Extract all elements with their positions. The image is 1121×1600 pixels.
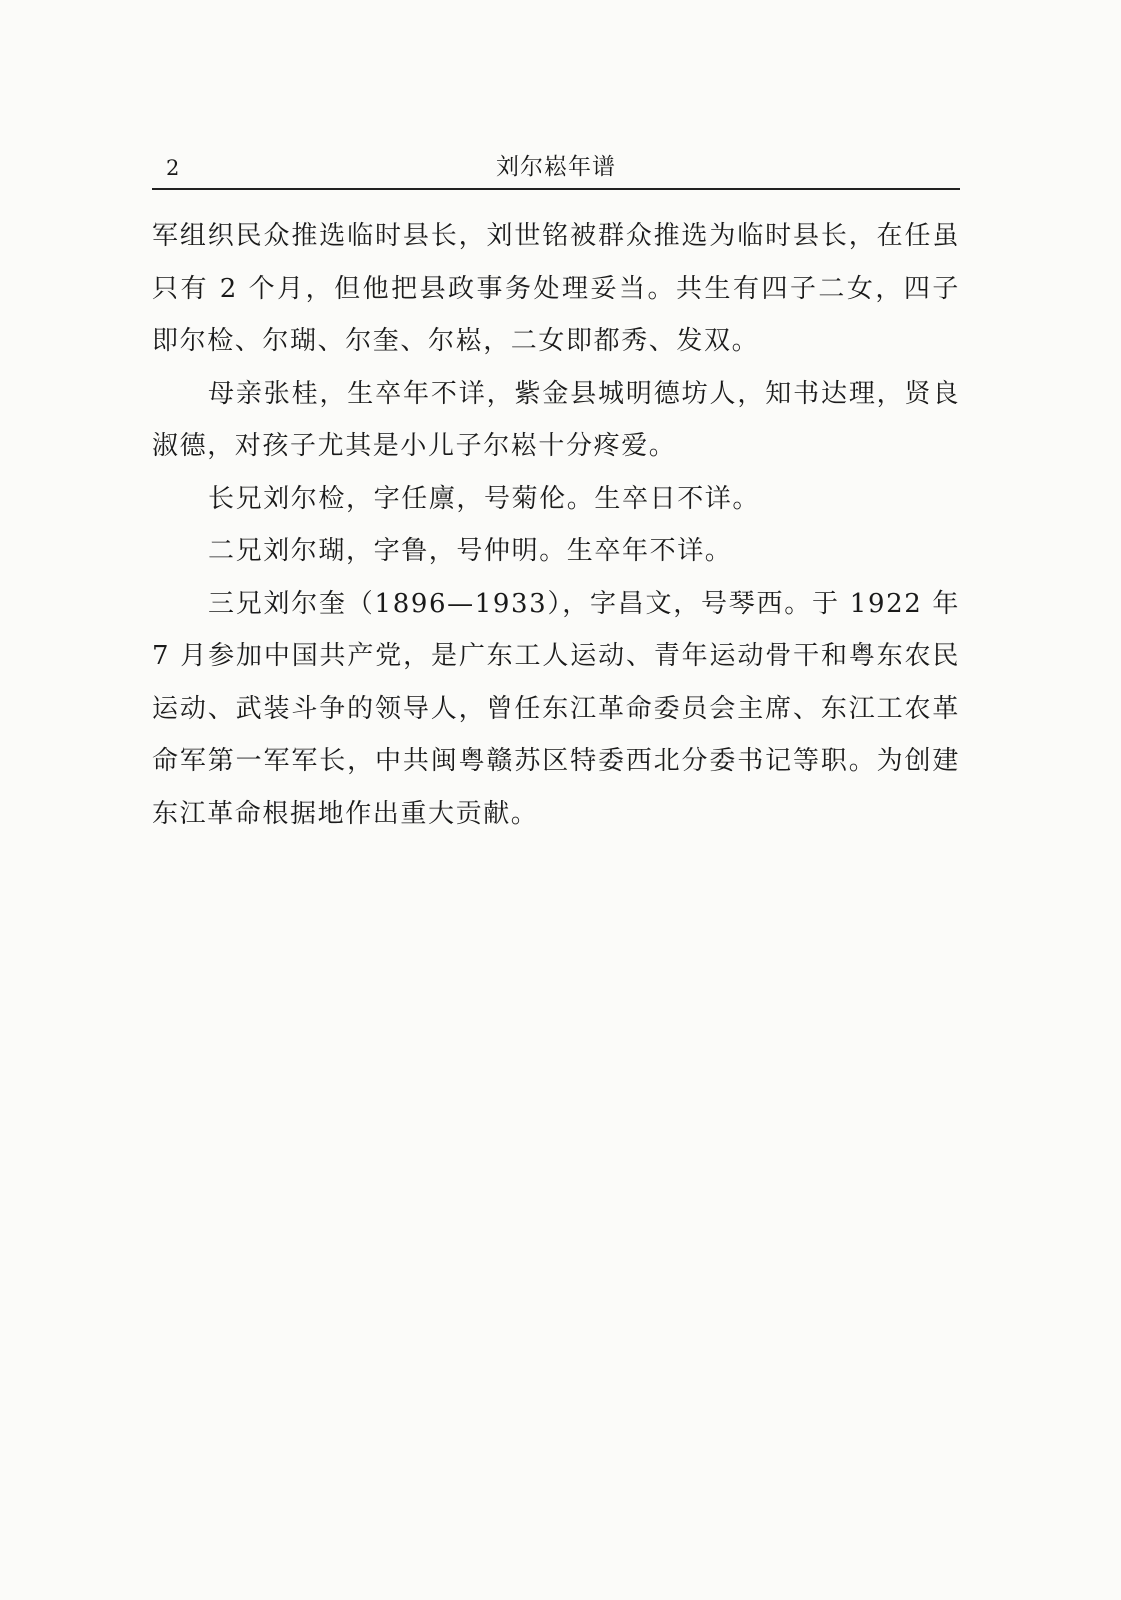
paragraph-third-brother: 三兄刘尔奎（1896—1933），字昌文，号琴西。于 1922 年 7 月参加中国共产党，是广东工人运动、青年运动骨干和粤东农民运动、武装斗争的领导人，曾任东江革命委员会主席、东江工农革命军第一军军长，中共闽粤赣苏区特委西北分委书记等职。为创建东江革命根据地作出重大贡献。: [152, 588, 960, 829]
paragraph-mother: 母亲张桂，生卒年不详，紫金县城明德坊人，知书达理，贤良淑德，对孩子尤其是小儿子尔崧十分疼爱。: [152, 378, 960, 461]
running-title: 刘尔崧年谱: [496, 154, 616, 180]
paragraph-continuation: 军组织民众推选临时县长，刘世铭被群众推选为临时县长，在任虽只有 2 个月，但他把县政事务处理妥当。共生有四子二女，四子即尔检、尔瑚、尔奎、尔崧，二女即都秀、发双。: [152, 221, 960, 356]
body-text: [152, 210, 960, 840]
page-header: [152, 148, 960, 190]
paragraph-eldest-brother: 长兄刘尔检，字任廪，号菊伦。生卒日不详。: [208, 483, 761, 514]
paragraph-second-brother: 二兄刘尔瑚，字鲁，号仲明。生卒年不详。: [208, 536, 733, 566]
page-number: 2: [166, 156, 180, 180]
